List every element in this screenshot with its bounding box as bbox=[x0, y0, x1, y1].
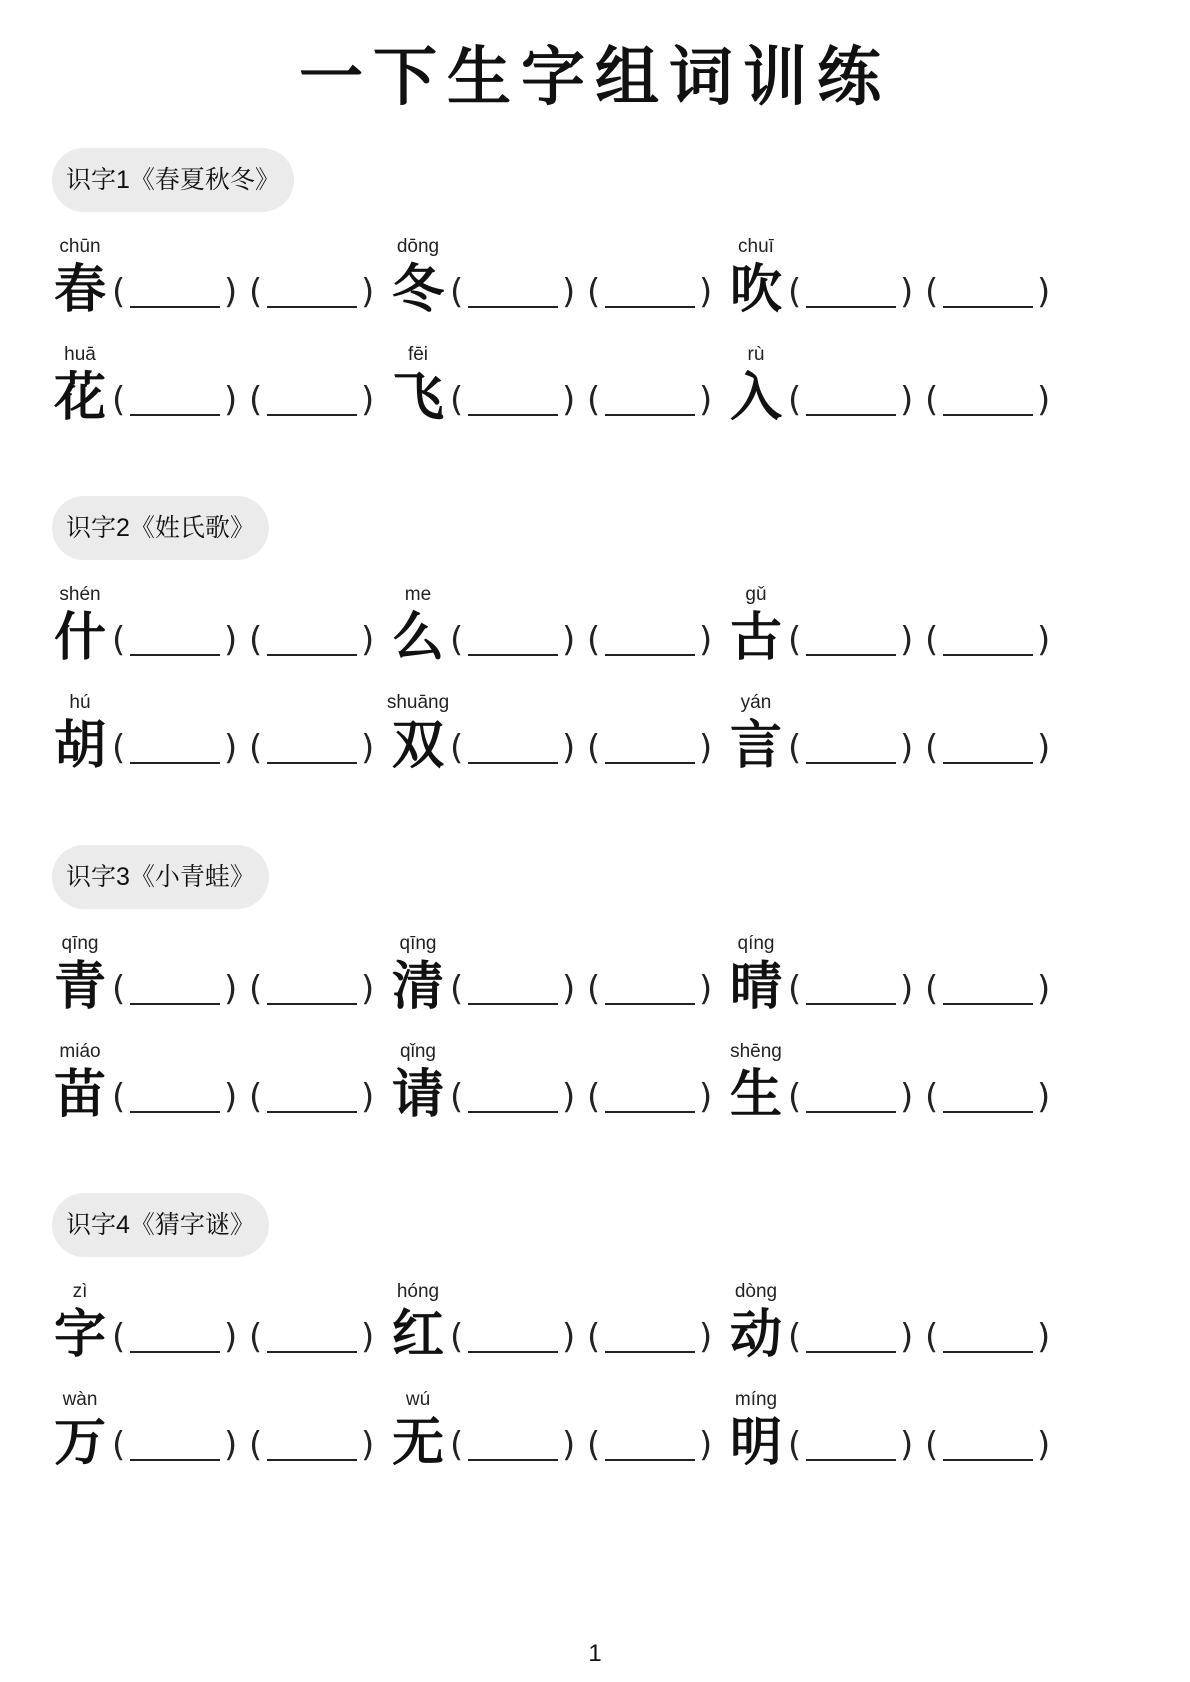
word-blank[interactable] bbox=[587, 969, 719, 1009]
answer-line[interactable] bbox=[468, 762, 558, 764]
pinyin-label: shén bbox=[59, 584, 101, 605]
lesson-section bbox=[0, 496, 1190, 856]
character-cell bbox=[716, 584, 1076, 684]
hanzi-character: 晴 bbox=[729, 956, 782, 1017]
word-blank[interactable] bbox=[249, 1077, 381, 1117]
close-paren: ) bbox=[562, 1077, 576, 1117]
pinyin-label: hú bbox=[69, 692, 91, 713]
answer-line[interactable] bbox=[267, 414, 357, 416]
answer-line[interactable] bbox=[605, 1111, 695, 1113]
answer-line[interactable] bbox=[943, 1459, 1033, 1461]
hanzi-character: 动 bbox=[729, 1304, 782, 1365]
open-paren: ( bbox=[112, 728, 126, 768]
open-paren: ( bbox=[587, 1425, 601, 1465]
character-cell bbox=[40, 236, 400, 336]
answer-line[interactable] bbox=[267, 762, 357, 764]
pinyin-label: huā bbox=[64, 344, 96, 365]
open-paren: ( bbox=[587, 272, 601, 312]
close-paren: ) bbox=[562, 1425, 576, 1465]
hanzi-character: 请 bbox=[391, 1064, 444, 1125]
word-blank[interactable] bbox=[450, 272, 582, 312]
open-paren: ( bbox=[925, 1425, 939, 1465]
open-paren: ( bbox=[249, 728, 263, 768]
answer-line[interactable] bbox=[267, 1111, 357, 1113]
hanzi-character: 无 bbox=[391, 1412, 444, 1473]
open-paren: ( bbox=[249, 380, 263, 420]
open-paren: ( bbox=[450, 1317, 464, 1357]
answer-line[interactable] bbox=[806, 1351, 896, 1353]
character-cell bbox=[40, 344, 400, 444]
answer-line[interactable] bbox=[806, 1003, 896, 1005]
answer-line[interactable] bbox=[130, 1351, 220, 1353]
open-paren: ( bbox=[249, 1425, 263, 1465]
answer-line[interactable] bbox=[468, 1351, 558, 1353]
open-paren: ( bbox=[249, 620, 263, 660]
character-row bbox=[0, 236, 1190, 336]
answer-line[interactable] bbox=[806, 414, 896, 416]
answer-line[interactable] bbox=[806, 1459, 896, 1461]
close-paren: ) bbox=[699, 272, 713, 312]
answer-line[interactable] bbox=[130, 1459, 220, 1461]
close-paren: ) bbox=[224, 620, 238, 660]
open-paren: ( bbox=[112, 1317, 126, 1357]
answer-line[interactable] bbox=[943, 1111, 1033, 1113]
word-blank[interactable] bbox=[249, 728, 381, 768]
open-paren: ( bbox=[112, 969, 126, 1009]
pinyin-label: rù bbox=[747, 344, 765, 365]
close-paren: ) bbox=[361, 969, 375, 1009]
pinyin-label: me bbox=[404, 584, 432, 605]
word-blank[interactable] bbox=[788, 272, 920, 312]
character-cell bbox=[378, 692, 738, 792]
word-blank[interactable] bbox=[925, 380, 1057, 420]
word-blank[interactable] bbox=[112, 1317, 244, 1357]
hanzi-character: 古 bbox=[729, 607, 782, 668]
close-paren: ) bbox=[1037, 1077, 1051, 1117]
hanzi-character: 什 bbox=[53, 607, 106, 668]
word-blank[interactable] bbox=[925, 969, 1057, 1009]
character-cell bbox=[716, 1041, 1076, 1141]
word-blank[interactable] bbox=[112, 728, 244, 768]
open-paren: ( bbox=[925, 728, 939, 768]
word-blank[interactable] bbox=[112, 969, 244, 1009]
pinyin-label: shēng bbox=[730, 1041, 782, 1062]
answer-line[interactable] bbox=[605, 1003, 695, 1005]
open-paren: ( bbox=[249, 969, 263, 1009]
open-paren: ( bbox=[925, 620, 939, 660]
hanzi-character: 红 bbox=[391, 1304, 444, 1365]
open-paren: ( bbox=[587, 728, 601, 768]
lesson-label-number: 2 bbox=[116, 514, 130, 542]
word-blank[interactable] bbox=[587, 1425, 719, 1465]
open-paren: ( bbox=[925, 969, 939, 1009]
close-paren: ) bbox=[224, 272, 238, 312]
answer-line[interactable] bbox=[605, 654, 695, 656]
lesson-title-pill bbox=[52, 1193, 269, 1257]
answer-line[interactable] bbox=[267, 306, 357, 308]
word-blank[interactable] bbox=[112, 620, 244, 660]
hanzi-character: 冬 bbox=[391, 259, 444, 320]
lesson-label-name: 《小青蛙》 bbox=[129, 862, 255, 891]
close-paren: ) bbox=[562, 1317, 576, 1357]
word-blank[interactable] bbox=[587, 728, 719, 768]
close-paren: ) bbox=[361, 1425, 375, 1465]
pinyin-label: fēi bbox=[407, 344, 429, 365]
open-paren: ( bbox=[587, 969, 601, 1009]
open-paren: ( bbox=[925, 380, 939, 420]
character-cell bbox=[378, 236, 738, 336]
character-cell bbox=[716, 344, 1076, 444]
word-blank[interactable] bbox=[925, 620, 1057, 660]
page-number: 1 bbox=[588, 1640, 602, 1667]
word-blank[interactable] bbox=[587, 620, 719, 660]
close-paren: ) bbox=[699, 1077, 713, 1117]
word-blank[interactable] bbox=[450, 380, 582, 420]
character-cell bbox=[378, 1389, 738, 1489]
word-blank[interactable] bbox=[112, 1425, 244, 1465]
open-paren: ( bbox=[112, 1425, 126, 1465]
answer-line[interactable] bbox=[130, 414, 220, 416]
open-paren: ( bbox=[450, 272, 464, 312]
answer-line[interactable] bbox=[468, 414, 558, 416]
hanzi-character: 言 bbox=[729, 715, 782, 776]
hanzi-character: 入 bbox=[729, 367, 782, 428]
open-paren: ( bbox=[788, 620, 802, 660]
word-blank[interactable] bbox=[249, 1425, 381, 1465]
close-paren: ) bbox=[1037, 1317, 1051, 1357]
open-paren: ( bbox=[788, 1077, 802, 1117]
character-row bbox=[0, 933, 1190, 1033]
character-cell bbox=[378, 584, 738, 684]
close-paren: ) bbox=[900, 1317, 914, 1357]
open-paren: ( bbox=[587, 1077, 601, 1117]
pinyin-label: hóng bbox=[396, 1281, 440, 1302]
close-paren: ) bbox=[1037, 380, 1051, 420]
word-blank[interactable] bbox=[450, 620, 582, 660]
word-blank[interactable] bbox=[587, 1077, 719, 1117]
answer-line[interactable] bbox=[943, 414, 1033, 416]
lesson-label-prefix: 识字 bbox=[66, 1210, 117, 1239]
character-cell bbox=[40, 584, 400, 684]
answer-line[interactable] bbox=[605, 414, 695, 416]
open-paren: ( bbox=[112, 1077, 126, 1117]
pinyin-label: qíng bbox=[737, 933, 775, 954]
close-paren: ) bbox=[699, 380, 713, 420]
open-paren: ( bbox=[112, 620, 126, 660]
open-paren: ( bbox=[249, 1077, 263, 1117]
open-paren: ( bbox=[587, 1317, 601, 1357]
word-blank[interactable] bbox=[450, 969, 582, 1009]
open-paren: ( bbox=[450, 728, 464, 768]
lesson-title-pill bbox=[52, 148, 294, 212]
close-paren: ) bbox=[224, 1317, 238, 1357]
answer-line[interactable] bbox=[806, 654, 896, 656]
open-paren: ( bbox=[112, 380, 126, 420]
hanzi-character: 明 bbox=[729, 1412, 782, 1473]
close-paren: ) bbox=[699, 728, 713, 768]
word-blank[interactable] bbox=[788, 969, 920, 1009]
close-paren: ) bbox=[562, 620, 576, 660]
pinyin-label: zì bbox=[72, 1281, 88, 1302]
word-blank[interactable] bbox=[925, 1317, 1057, 1357]
answer-line[interactable] bbox=[130, 1003, 220, 1005]
pinyin-label: chuī bbox=[738, 236, 774, 257]
pinyin-label: míng bbox=[734, 1389, 778, 1410]
answer-line[interactable] bbox=[605, 1459, 695, 1461]
open-paren: ( bbox=[450, 380, 464, 420]
answer-line[interactable] bbox=[806, 762, 896, 764]
pinyin-label: wú bbox=[405, 1389, 431, 1410]
open-paren: ( bbox=[788, 272, 802, 312]
answer-line[interactable] bbox=[267, 1003, 357, 1005]
open-paren: ( bbox=[788, 1425, 802, 1465]
answer-line[interactable] bbox=[605, 1351, 695, 1353]
character-row bbox=[0, 1281, 1190, 1381]
answer-line[interactable] bbox=[605, 306, 695, 308]
hanzi-character: 青 bbox=[53, 956, 106, 1017]
pinyin-label: gǔ bbox=[745, 584, 767, 605]
lesson-label-prefix: 识字 bbox=[66, 862, 117, 891]
word-blank[interactable] bbox=[925, 1425, 1057, 1465]
close-paren: ) bbox=[361, 620, 375, 660]
character-cell bbox=[40, 1389, 400, 1489]
pinyin-label: qīng bbox=[399, 933, 437, 954]
pinyin-label: wàn bbox=[62, 1389, 98, 1410]
hanzi-character: 么 bbox=[391, 607, 444, 668]
close-paren: ) bbox=[224, 1425, 238, 1465]
word-blank[interactable] bbox=[249, 272, 381, 312]
answer-line[interactable] bbox=[943, 762, 1033, 764]
lesson-section bbox=[0, 1193, 1190, 1553]
character-cell bbox=[716, 692, 1076, 792]
character-cell bbox=[716, 1281, 1076, 1381]
lesson-label-number: 3 bbox=[116, 863, 130, 891]
answer-line[interactable] bbox=[468, 1003, 558, 1005]
hanzi-character: 花 bbox=[53, 367, 106, 428]
close-paren: ) bbox=[224, 380, 238, 420]
character-row bbox=[0, 344, 1190, 444]
close-paren: ) bbox=[900, 728, 914, 768]
close-paren: ) bbox=[699, 1425, 713, 1465]
close-paren: ) bbox=[361, 1317, 375, 1357]
lesson-label-prefix: 识字 bbox=[66, 513, 117, 542]
answer-line[interactable] bbox=[468, 306, 558, 308]
close-paren: ) bbox=[1037, 1425, 1051, 1465]
word-blank[interactable] bbox=[788, 1077, 920, 1117]
character-row bbox=[0, 1389, 1190, 1489]
pinyin-label: dòng bbox=[734, 1281, 778, 1302]
answer-line[interactable] bbox=[130, 1111, 220, 1113]
word-blank[interactable] bbox=[112, 380, 244, 420]
answer-line[interactable] bbox=[267, 654, 357, 656]
pinyin-label: qǐng bbox=[400, 1041, 436, 1062]
character-cell bbox=[40, 933, 400, 1033]
answer-line[interactable] bbox=[806, 1111, 896, 1113]
word-blank[interactable] bbox=[450, 1077, 582, 1117]
lesson-title-pill bbox=[52, 845, 269, 909]
close-paren: ) bbox=[699, 1317, 713, 1357]
word-blank[interactable] bbox=[112, 1077, 244, 1117]
close-paren: ) bbox=[361, 380, 375, 420]
answer-line[interactable] bbox=[943, 1003, 1033, 1005]
answer-line[interactable] bbox=[130, 306, 220, 308]
character-cell bbox=[40, 692, 400, 792]
close-paren: ) bbox=[1037, 969, 1051, 1009]
word-blank[interactable] bbox=[112, 272, 244, 312]
character-cell bbox=[716, 236, 1076, 336]
close-paren: ) bbox=[1037, 272, 1051, 312]
word-blank[interactable] bbox=[788, 380, 920, 420]
close-paren: ) bbox=[900, 272, 914, 312]
close-paren: ) bbox=[224, 728, 238, 768]
answer-line[interactable] bbox=[605, 762, 695, 764]
lesson-label-name: 《猜字谜》 bbox=[129, 1210, 255, 1239]
answer-line[interactable] bbox=[267, 1351, 357, 1353]
word-blank[interactable] bbox=[788, 728, 920, 768]
open-paren: ( bbox=[925, 272, 939, 312]
pinyin-label: dōng bbox=[396, 236, 440, 257]
close-paren: ) bbox=[562, 728, 576, 768]
word-blank[interactable] bbox=[249, 969, 381, 1009]
character-cell bbox=[378, 933, 738, 1033]
hanzi-character: 春 bbox=[53, 259, 106, 320]
pinyin-label: qīng bbox=[61, 933, 99, 954]
lesson-label-name: 《春夏秋冬》 bbox=[129, 165, 280, 194]
word-blank[interactable] bbox=[249, 380, 381, 420]
answer-line[interactable] bbox=[943, 654, 1033, 656]
pinyin-label: chūn bbox=[59, 236, 101, 257]
open-paren: ( bbox=[587, 380, 601, 420]
close-paren: ) bbox=[224, 1077, 238, 1117]
hanzi-character: 生 bbox=[729, 1064, 782, 1125]
close-paren: ) bbox=[900, 969, 914, 1009]
pinyin-label: miáo bbox=[59, 1041, 101, 1062]
close-paren: ) bbox=[900, 1077, 914, 1117]
close-paren: ) bbox=[562, 272, 576, 312]
close-paren: ) bbox=[699, 969, 713, 1009]
open-paren: ( bbox=[587, 620, 601, 660]
answer-line[interactable] bbox=[468, 1459, 558, 1461]
open-paren: ( bbox=[450, 1077, 464, 1117]
open-paren: ( bbox=[925, 1317, 939, 1357]
word-blank[interactable] bbox=[925, 272, 1057, 312]
close-paren: ) bbox=[361, 728, 375, 768]
word-blank[interactable] bbox=[587, 272, 719, 312]
word-blank[interactable] bbox=[788, 1317, 920, 1357]
close-paren: ) bbox=[699, 620, 713, 660]
lesson-label-number: 1 bbox=[116, 166, 130, 194]
word-blank[interactable] bbox=[788, 620, 920, 660]
pinyin-label: shuāng bbox=[386, 692, 450, 713]
answer-line[interactable] bbox=[943, 1351, 1033, 1353]
word-blank[interactable] bbox=[925, 1077, 1057, 1117]
open-paren: ( bbox=[450, 620, 464, 660]
lesson-section bbox=[0, 845, 1190, 1205]
lesson-title-pill bbox=[52, 496, 269, 560]
character-cell bbox=[378, 344, 738, 444]
word-blank[interactable] bbox=[587, 1317, 719, 1357]
open-paren: ( bbox=[249, 272, 263, 312]
hanzi-character: 清 bbox=[391, 956, 444, 1017]
open-paren: ( bbox=[925, 1077, 939, 1117]
character-cell bbox=[716, 933, 1076, 1033]
word-blank[interactable] bbox=[925, 728, 1057, 768]
close-paren: ) bbox=[1037, 620, 1051, 660]
lesson-label-prefix: 识字 bbox=[66, 165, 117, 194]
hanzi-character: 飞 bbox=[391, 367, 444, 428]
hanzi-character: 万 bbox=[53, 1412, 106, 1473]
answer-line[interactable] bbox=[130, 654, 220, 656]
word-blank[interactable] bbox=[450, 1317, 582, 1357]
answer-line[interactable] bbox=[267, 1459, 357, 1461]
character-row bbox=[0, 584, 1190, 684]
close-paren: ) bbox=[361, 1077, 375, 1117]
close-paren: ) bbox=[900, 1425, 914, 1465]
hanzi-character: 吹 bbox=[729, 259, 782, 320]
word-blank[interactable] bbox=[249, 620, 381, 660]
word-blank[interactable] bbox=[450, 1425, 582, 1465]
open-paren: ( bbox=[450, 969, 464, 1009]
close-paren: ) bbox=[361, 272, 375, 312]
hanzi-character: 字 bbox=[53, 1304, 106, 1365]
open-paren: ( bbox=[249, 1317, 263, 1357]
word-blank[interactable] bbox=[587, 380, 719, 420]
open-paren: ( bbox=[788, 969, 802, 1009]
close-paren: ) bbox=[900, 380, 914, 420]
open-paren: ( bbox=[788, 380, 802, 420]
character-cell bbox=[716, 1389, 1076, 1489]
close-paren: ) bbox=[562, 969, 576, 1009]
close-paren: ) bbox=[562, 380, 576, 420]
word-blank[interactable] bbox=[249, 1317, 381, 1357]
word-blank[interactable] bbox=[450, 728, 582, 768]
character-row bbox=[0, 1041, 1190, 1141]
answer-line[interactable] bbox=[468, 1111, 558, 1113]
open-paren: ( bbox=[112, 272, 126, 312]
close-paren: ) bbox=[1037, 728, 1051, 768]
hanzi-character: 胡 bbox=[53, 715, 106, 776]
character-cell bbox=[378, 1041, 738, 1141]
lesson-section bbox=[0, 148, 1190, 508]
word-blank[interactable] bbox=[788, 1425, 920, 1465]
character-cell bbox=[378, 1281, 738, 1381]
close-paren: ) bbox=[900, 620, 914, 660]
hanzi-character: 双 bbox=[391, 715, 444, 776]
lesson-label-number: 4 bbox=[116, 1211, 130, 1239]
pinyin-label: yán bbox=[740, 692, 772, 713]
answer-line[interactable] bbox=[468, 654, 558, 656]
character-cell bbox=[40, 1041, 400, 1141]
open-paren: ( bbox=[788, 1317, 802, 1357]
answer-line[interactable] bbox=[943, 306, 1033, 308]
answer-line[interactable] bbox=[806, 306, 896, 308]
lesson-label-name: 《姓氏歌》 bbox=[129, 513, 255, 542]
open-paren: ( bbox=[788, 728, 802, 768]
character-cell bbox=[40, 1281, 400, 1381]
character-row bbox=[0, 692, 1190, 792]
hanzi-character: 苗 bbox=[53, 1064, 106, 1125]
close-paren: ) bbox=[224, 969, 238, 1009]
answer-line[interactable] bbox=[130, 762, 220, 764]
open-paren: ( bbox=[450, 1425, 464, 1465]
page-title: 一下生字组词训练 bbox=[299, 40, 891, 115]
